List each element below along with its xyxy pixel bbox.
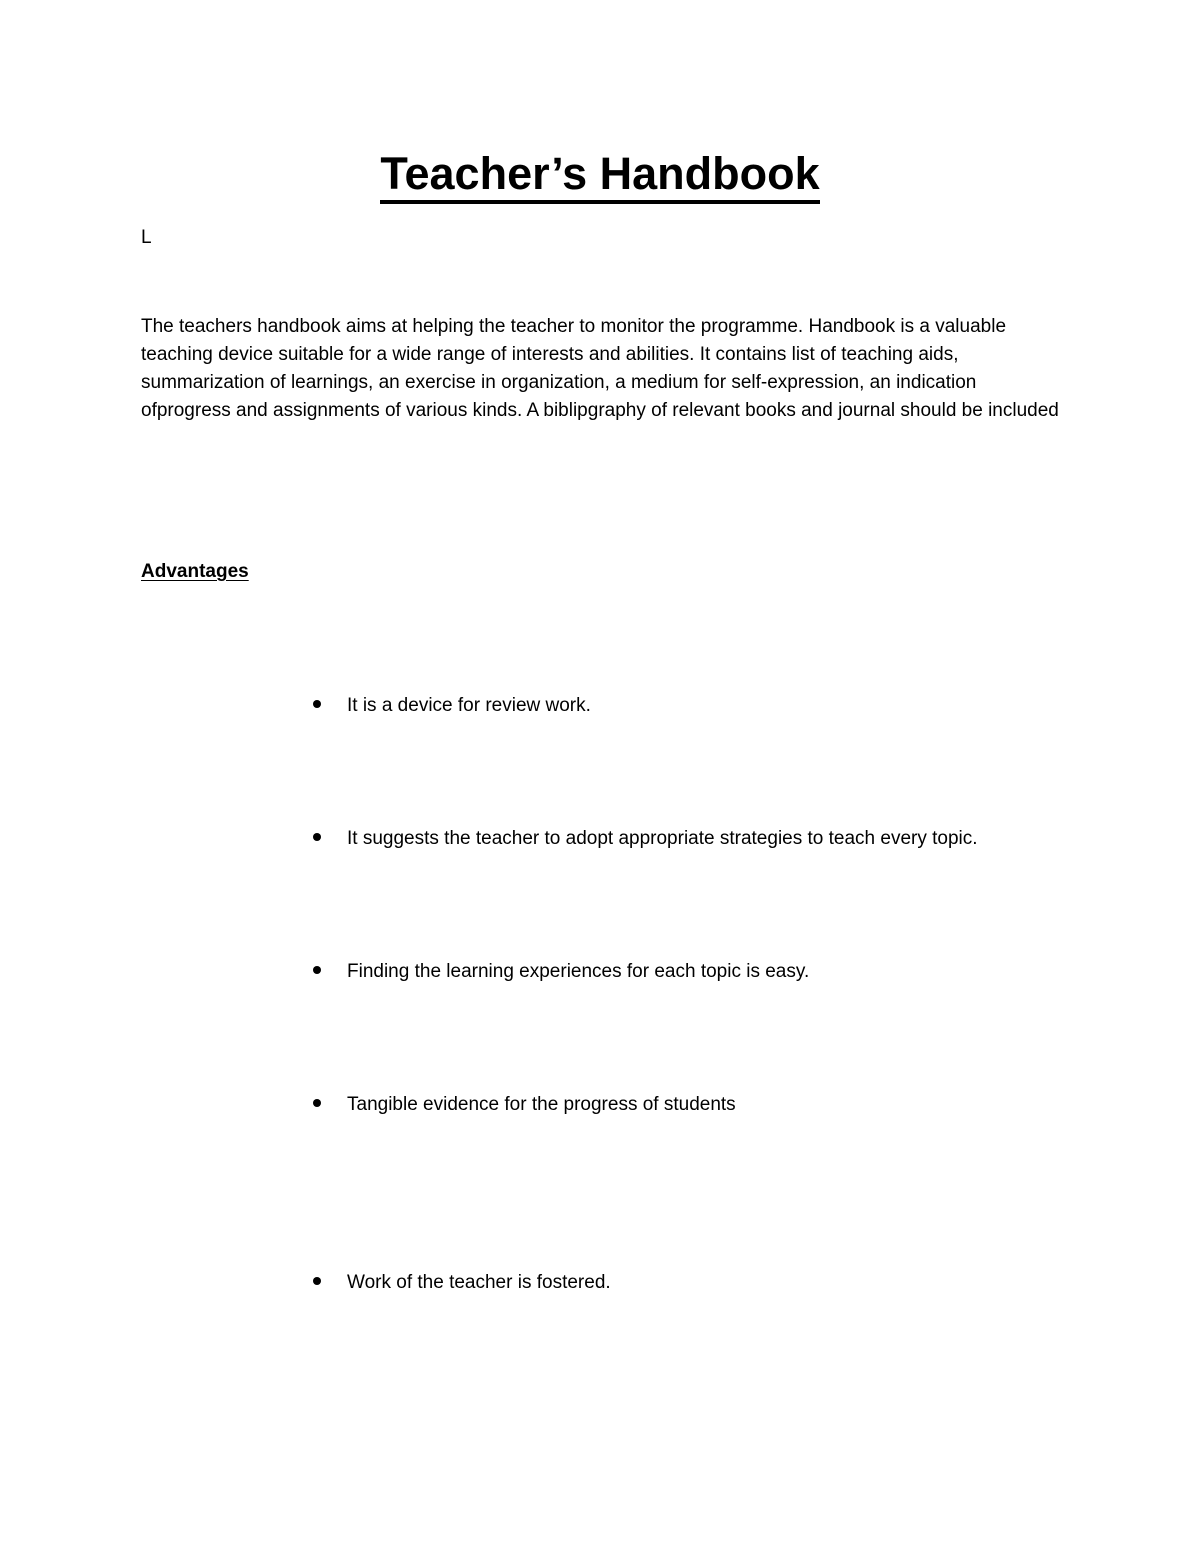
list-item xyxy=(313,1271,611,1295)
page-title-text: Teacher’s Handbook xyxy=(380,150,819,204)
list-item-text: Tangible evidence for the progress of students xyxy=(347,1094,736,1115)
list-item-text: Work of the teacher is fostered. xyxy=(347,1272,611,1293)
page-title xyxy=(0,146,1200,204)
list-item xyxy=(313,694,591,718)
list-item-text: It suggests the teacher to adopt appropriate strategies to teach every topic. xyxy=(347,828,978,849)
stray-character: L xyxy=(141,227,152,248)
list-item-text: Finding the learning experiences for each topic is easy. xyxy=(347,961,810,982)
list-item xyxy=(313,1093,736,1117)
bullet-icon xyxy=(313,966,321,974)
bullet-icon xyxy=(313,1099,321,1107)
list-item-text: It is a device for review work. xyxy=(347,695,591,716)
list-item xyxy=(313,827,978,851)
list-item xyxy=(313,960,809,984)
advantages-heading: Advantages xyxy=(141,561,249,582)
bullet-icon xyxy=(313,1277,321,1285)
bullet-icon xyxy=(313,833,321,841)
intro-paragraph: The teachers handbook aims at helping the teacher to monitor the programme. Handbook is a valuable teaching device suitable for a wide range of interests and abilities. It contains list of teaching aids, summarization of learnings, an exercise in organization, a medium for self-expression, an indication ofprogress and assignments of various kinds. A biblipgraphy of relevant books and journal should be included xyxy=(141,316,1059,421)
bullet-icon xyxy=(313,700,321,708)
